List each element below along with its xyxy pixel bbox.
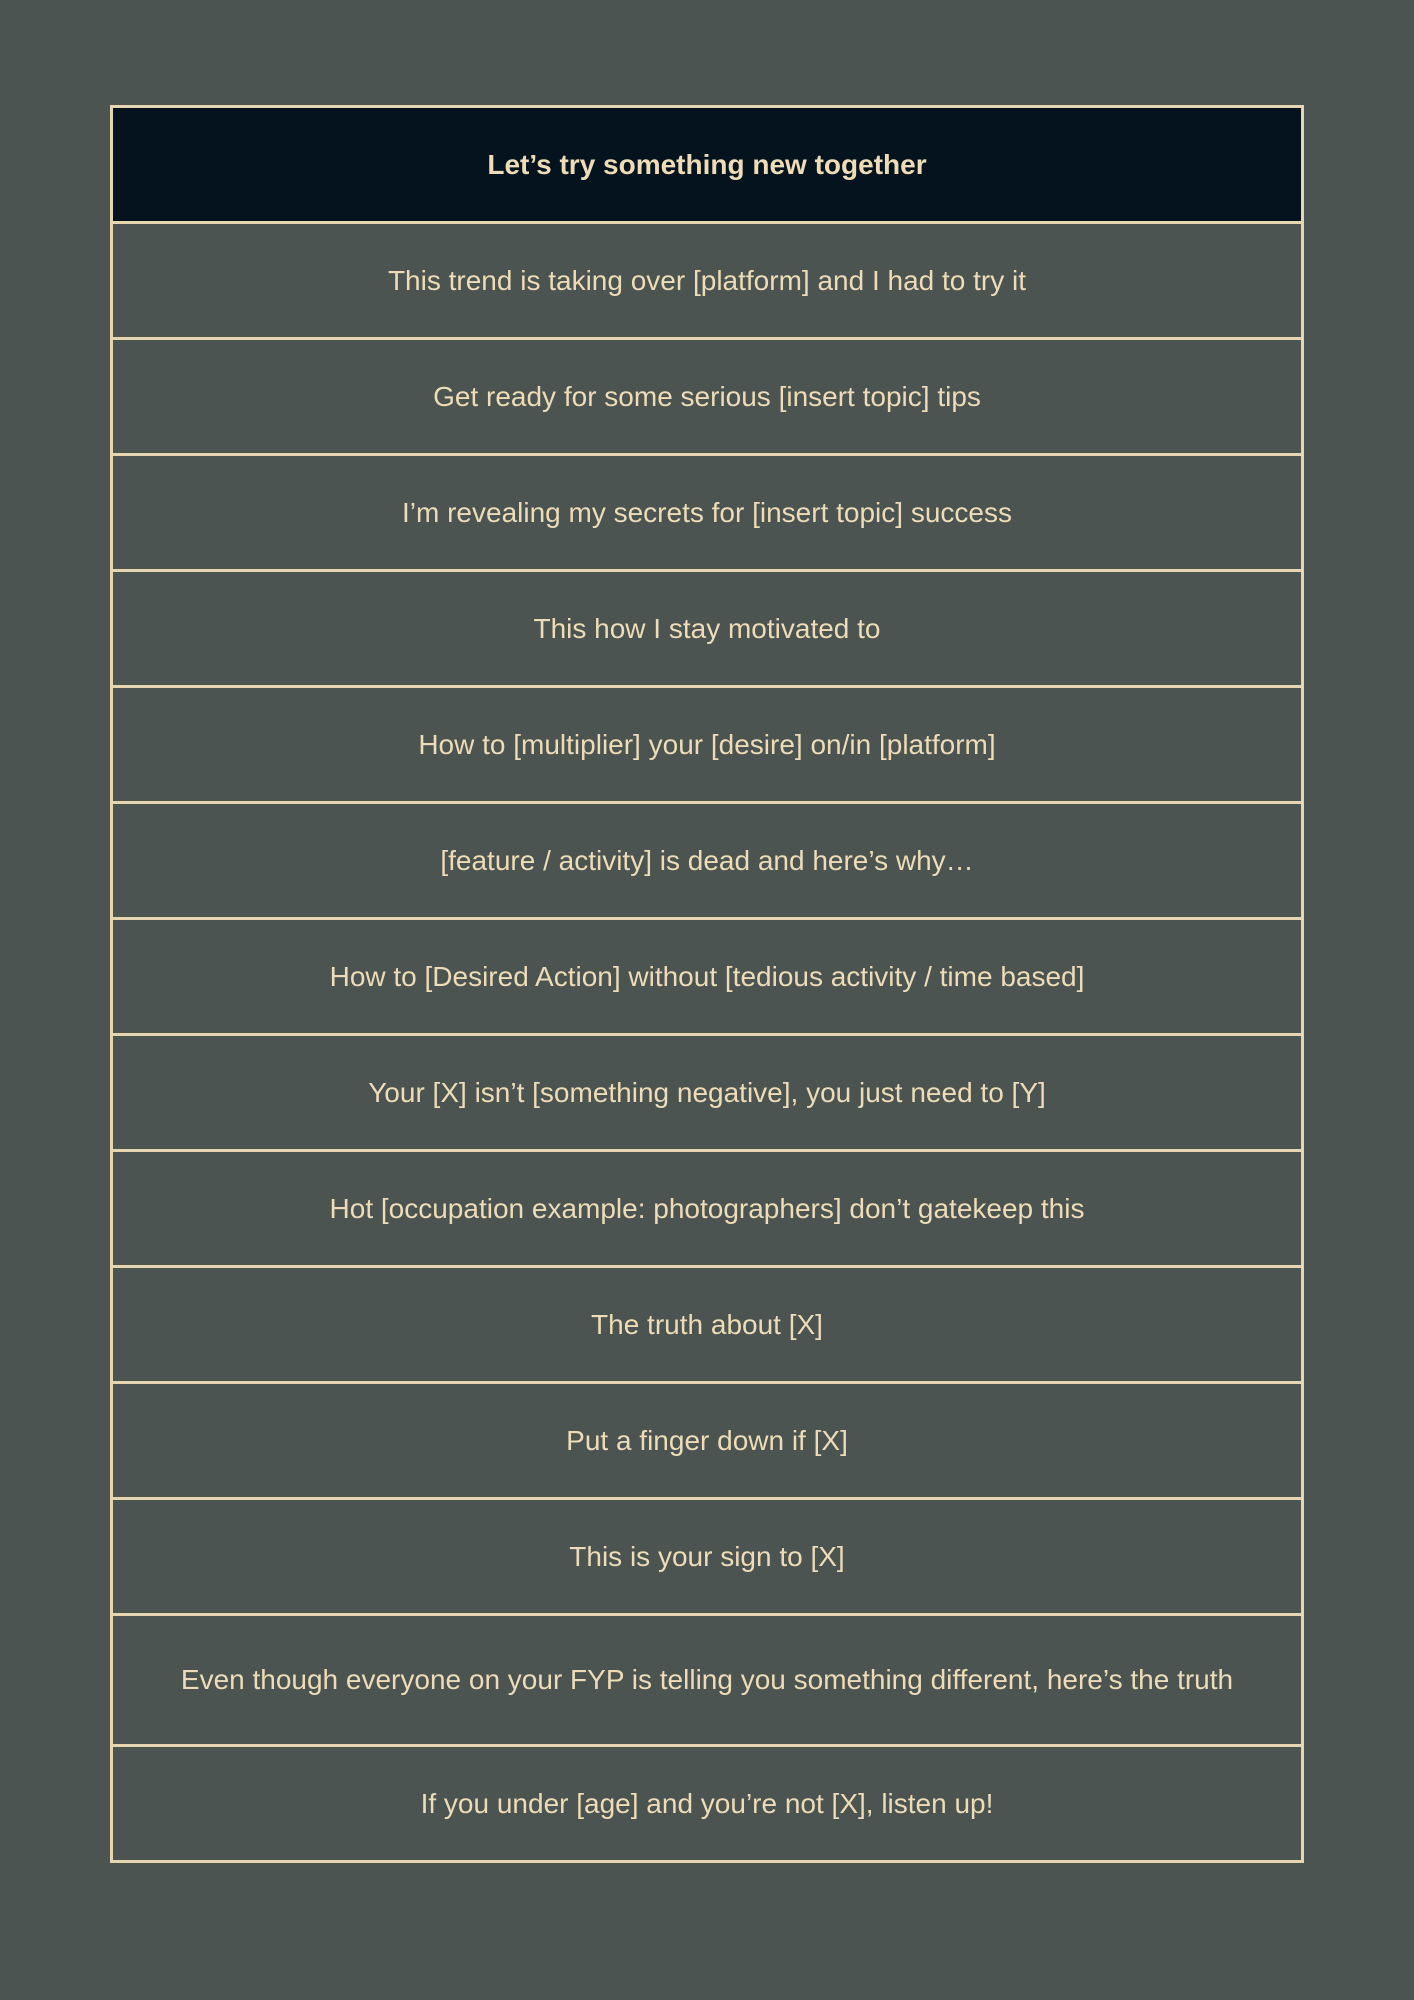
table-cell: How to [multiplier] your [desire] on/in [platform] [112,687,1303,803]
table-row [112,571,1303,687]
table-row [112,919,1303,1035]
table-cell: Hot [occupation example: photographers] don’t gatekeep this [112,1151,1303,1267]
table-row [112,1499,1303,1615]
table-cell: Your [X] isn’t [something negative], you just need to [Y] [112,1035,1303,1151]
table-cell: This trend is taking over [platform] and I had to try it [112,223,1303,339]
table-cell: How to [Desired Action] without [tedious activity / time based] [112,919,1303,1035]
table-row [112,687,1303,803]
table-cell: I’m revealing my secrets for [insert topic] success [112,455,1303,571]
table-row [112,1151,1303,1267]
table-header-row [112,107,1303,223]
table-row [112,1267,1303,1383]
table-cell: [feature / activity] is dead and here’s why… [112,803,1303,919]
table-row [112,455,1303,571]
table-cell: Put a finger down if [X] [112,1383,1303,1499]
table-cell: The truth about [X] [112,1267,1303,1383]
table-row [112,1615,1303,1746]
table-row [112,803,1303,919]
table-row [112,1746,1303,1862]
table-cell: If you under [age] and you’re not [X], listen up! [112,1746,1303,1862]
table-cell: Even though everyone on your FYP is telling you something different, here’s the truth [112,1615,1303,1746]
table-header: Let’s try something new together [112,107,1303,223]
table-row [112,223,1303,339]
table-cell: Get ready for some serious [insert topic] tips [112,339,1303,455]
table-row [112,1383,1303,1499]
table-row [112,339,1303,455]
table-cell: This how I stay motivated to [112,571,1303,687]
hooks-table [110,105,1304,1863]
table-row [112,1035,1303,1151]
table-cell: This is your sign to [X] [112,1499,1303,1615]
